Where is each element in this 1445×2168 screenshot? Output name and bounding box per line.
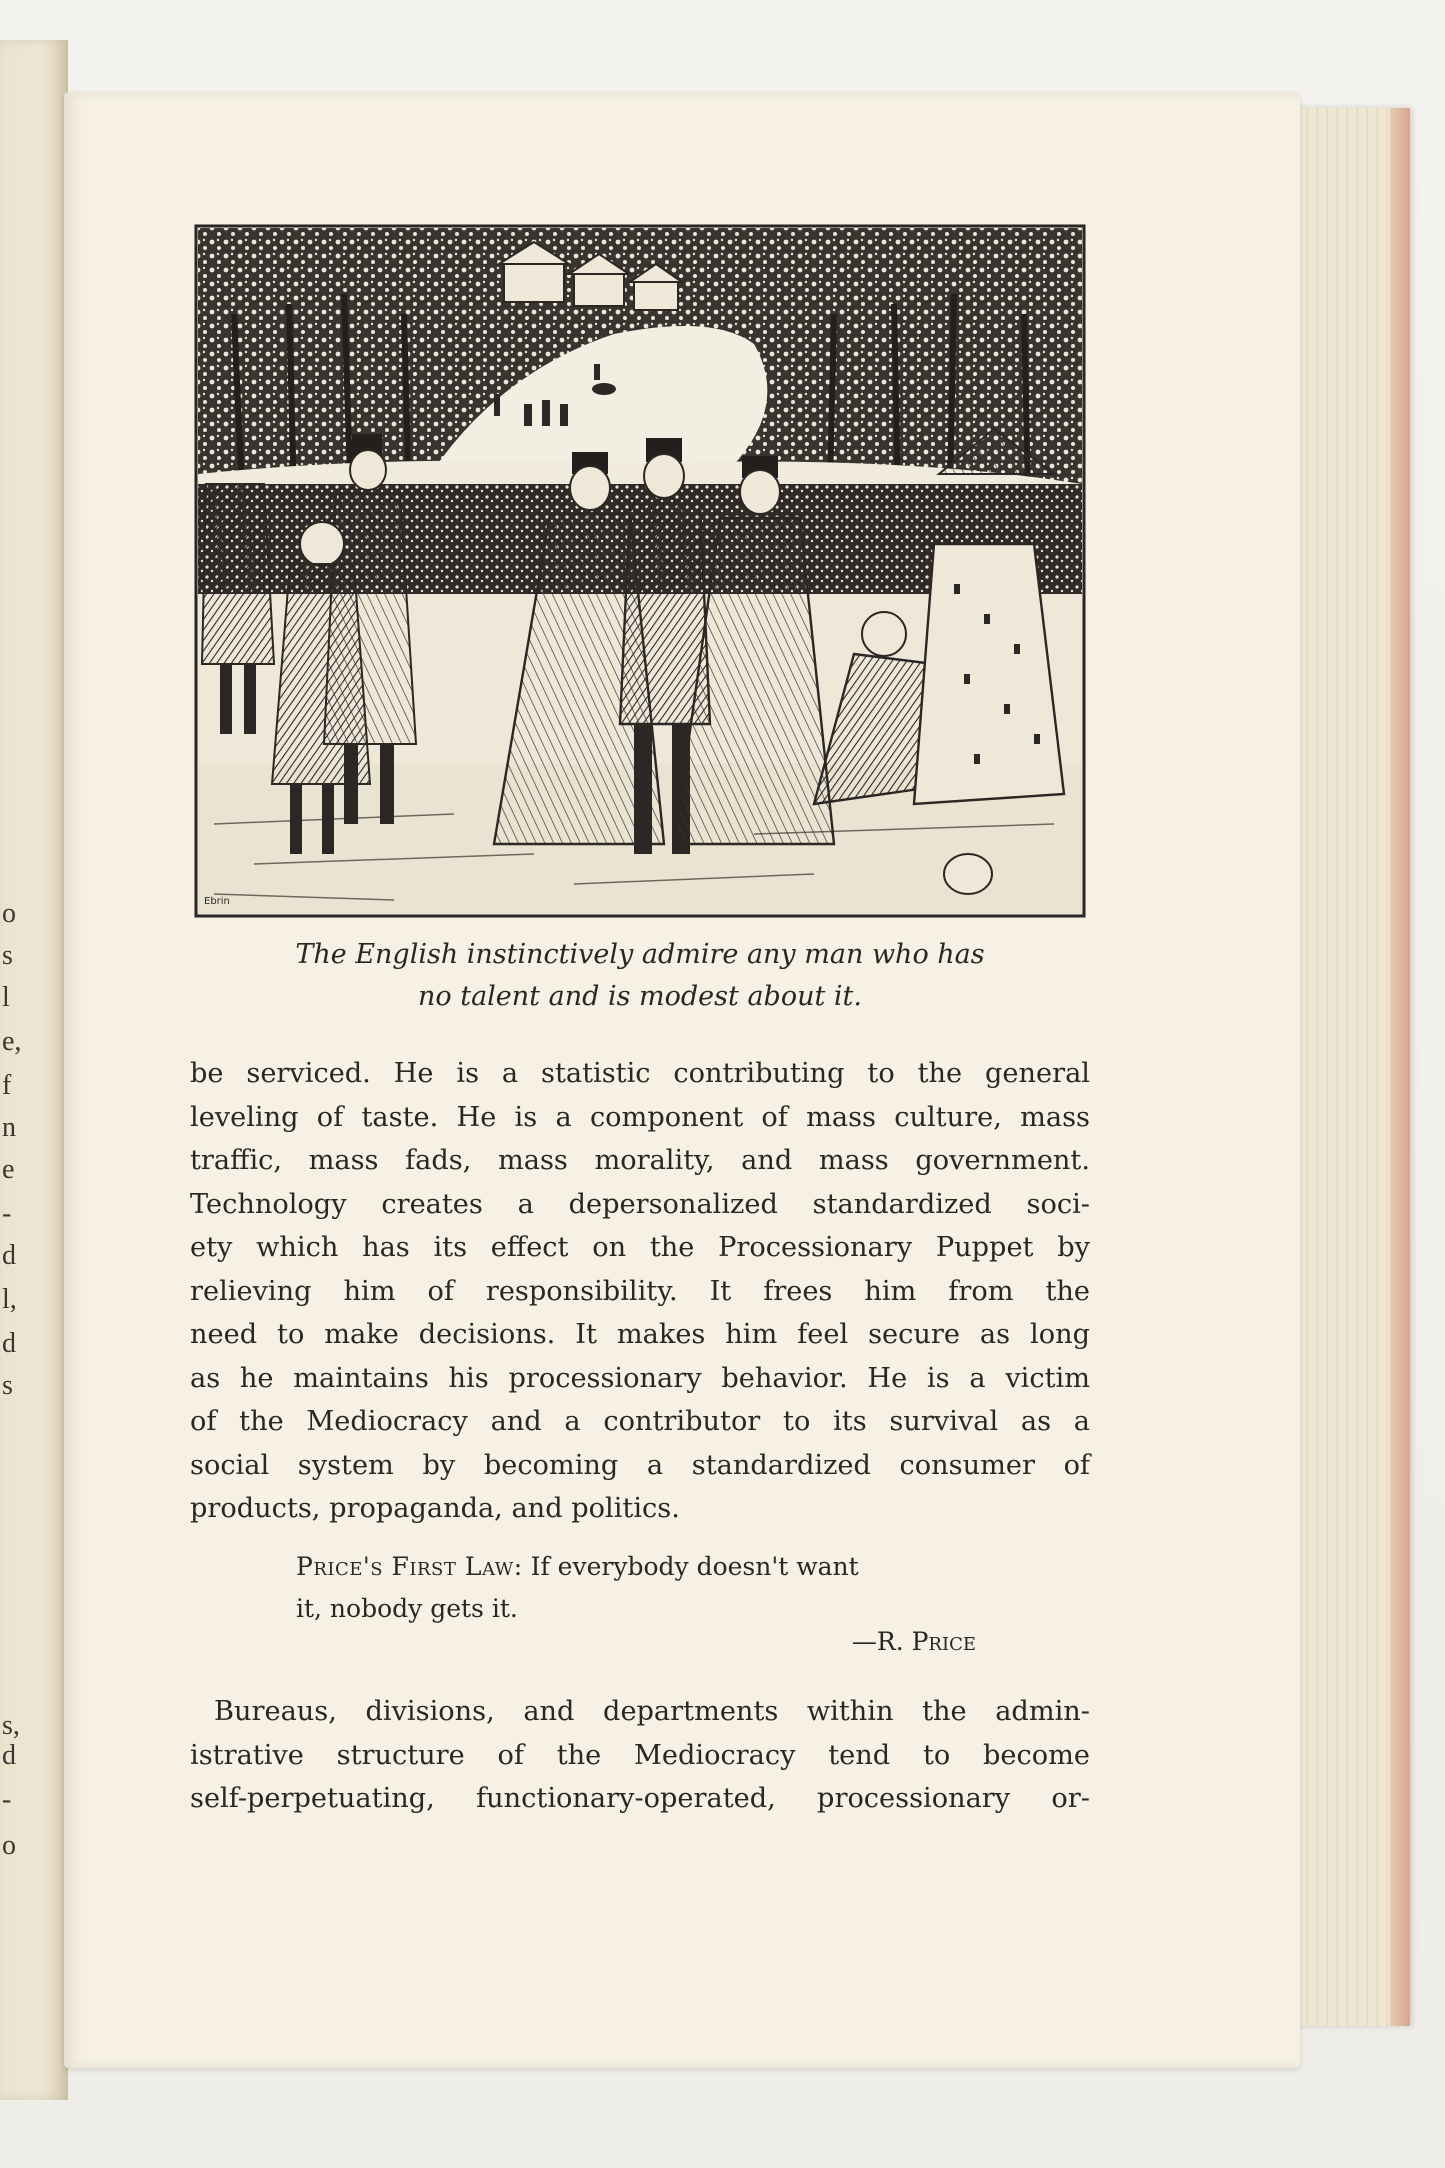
text-line: traffic, mass fads, mass morality, and mass government. [190, 1145, 1090, 1176]
body-paragraph [190, 1690, 1090, 1821]
left-edge-char: o [2, 1830, 16, 1861]
page-stack-edge [1290, 108, 1410, 2026]
text-line: self-perpetuating, functionary-operated, processionary or- [190, 1783, 1090, 1814]
text-line: relieving him of responsibility. It frees him from the [190, 1275, 1090, 1307]
quote-line: it, nobody gets it. [296, 1594, 518, 1623]
law-name: Price's First Law: [296, 1552, 523, 1581]
quote-line [296, 1546, 976, 1588]
law-quote [296, 1546, 976, 1630]
left-edge-char: e [2, 1154, 15, 1185]
text-line: istrative structure of the Mediocracy tend to become [190, 1739, 1090, 1771]
caption-line: The English instinctively admire any man who has [295, 939, 985, 970]
left-edge-char: e, [2, 1026, 22, 1057]
left-facing-page-edge [0, 40, 68, 2100]
caption-line: no talent and is modest about it. [418, 981, 862, 1012]
left-edge-char: n [2, 1112, 16, 1143]
quote-text: If everybody doesn't want [522, 1552, 859, 1581]
left-edge-char: - [2, 1784, 12, 1815]
text-line: leveling of taste. He is a component of mass culture, mass [190, 1101, 1090, 1133]
left-edge-char: l, [2, 1284, 17, 1315]
left-edge-char: s, [2, 1710, 20, 1741]
left-edge-char: d [2, 1240, 16, 1271]
text-line: social system by becoming a standardized consumer of [190, 1449, 1090, 1481]
text-line: Bureaus, divisions, and departments within the admin- [214, 1696, 1090, 1727]
left-edge-char: d [2, 1740, 16, 1771]
text-line: as he maintains his processionary behavior. He is a victim [190, 1362, 1090, 1394]
left-edge-char: d [2, 1328, 16, 1359]
text-line: ety which has its effect on the Processionary Puppet by [190, 1232, 1090, 1263]
text-line: be serviced. He is a statistic contributing to the general [190, 1058, 1090, 1089]
skating-scene-illustration [194, 224, 1086, 918]
text-line: Technology creates a depersonalized standardized soci- [190, 1188, 1090, 1220]
body-paragraph [190, 1052, 1090, 1531]
engraving-drawing [194, 224, 1086, 918]
left-edge-char: - [2, 1198, 12, 1229]
illustration-signature: Ebrin [204, 896, 230, 907]
quote-attribution: —R. Price [851, 1627, 976, 1656]
left-edge-char: s [2, 1370, 13, 1401]
text-line: need to make decisions. It makes him feel secure as long [190, 1319, 1090, 1350]
text-line: products, propaganda, and politics. [190, 1493, 680, 1524]
illustration-caption [194, 934, 1086, 1018]
left-edge-char: l [2, 982, 10, 1013]
left-edge-char: o [2, 898, 16, 929]
left-edge-char: s [2, 940, 13, 971]
text-line: of the Mediocracy and a contributor to its survival as a [190, 1406, 1090, 1437]
left-edge-char: f [2, 1070, 12, 1101]
